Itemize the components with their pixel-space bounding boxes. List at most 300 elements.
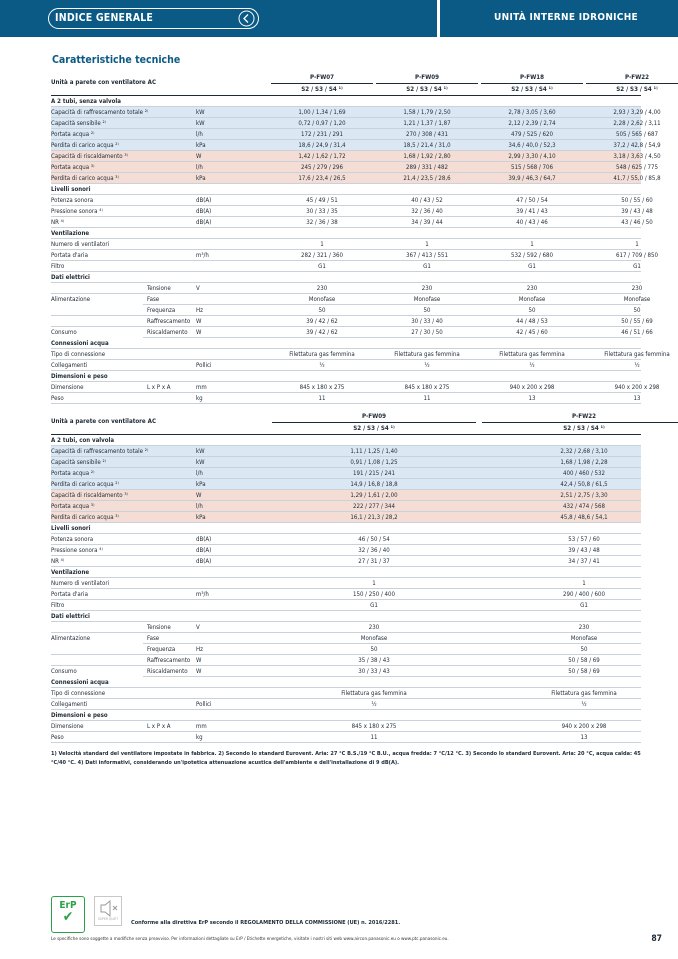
cell-value: 30 / 33 / 43: [358, 668, 390, 675]
cell-value: Filettatura gas femmina: [499, 351, 565, 358]
row-label: Portata d'aria: [51, 591, 88, 598]
cell-value: Filettatura gas femmina: [394, 351, 460, 358]
group-label: Ventilazione: [51, 230, 90, 237]
cell-value: 230: [368, 624, 380, 631]
cell-value: ½: [581, 701, 587, 708]
row-label: Numero di ventilatori: [51, 241, 110, 248]
table-row: [51, 140, 661, 151]
table-row: [51, 490, 641, 501]
cell-value: 39 / 42 / 62: [306, 329, 338, 336]
cell-value: 46 / 50 / 54: [358, 536, 390, 543]
cell-value: 1,58 / 1,79 / 2,50: [403, 109, 451, 116]
row-label: Perdita di carico acqua ²⁾: [51, 142, 119, 149]
cell-value: Monofase: [360, 635, 388, 642]
cell-value: 0,72 / 0,97 / 1,20: [298, 120, 346, 127]
cell-value: 1,68 / 1,98 / 2,28: [560, 459, 608, 466]
row-label: Portata acqua ²⁾: [51, 470, 95, 477]
table-row: [51, 644, 641, 655]
cell-value: 270 / 308 / 431: [405, 131, 449, 138]
table-row: [51, 688, 641, 699]
cell-value: 282 / 321 / 360: [300, 252, 344, 259]
cell-value: 845 x 180 x 275: [351, 723, 397, 730]
spec-table-2: [51, 411, 641, 743]
row-label: Capacità sensibile ²⁾: [51, 120, 107, 127]
group-label: Ventilazione: [51, 569, 90, 576]
row-label: NR ⁴⁾: [51, 219, 65, 226]
page-header: [0, 0, 678, 37]
cell-value: 39 / 43 / 48: [568, 547, 600, 554]
unit-label: dB(A): [196, 547, 212, 554]
cell-value: 1,29 / 1,61 / 2,00: [350, 492, 398, 499]
cell-value: 37,2 / 42,8 / 54,9: [613, 142, 661, 149]
cell-value: 230: [316, 285, 328, 292]
cell-value: G1: [370, 602, 378, 609]
section-title: Caratteristiche tecniche: [52, 54, 181, 66]
cell-value: 21,4 / 23,5 / 28,6: [403, 175, 451, 182]
table-row: [51, 239, 641, 250]
group-heading: [51, 338, 641, 349]
cell-value: 172 / 231 / 291: [300, 131, 344, 138]
table-row: [51, 162, 659, 173]
group-heading: [51, 272, 641, 283]
row-label: NR ⁴⁾: [51, 558, 65, 565]
table-row: [51, 382, 660, 393]
speed-label: S2 / S3 / S4 ¹⁾: [406, 86, 448, 93]
cell-value: 1,21 / 1,37 / 1,87: [403, 120, 451, 127]
cell-value: Monofase: [308, 296, 336, 303]
disclaimer-text: Le specifiche sono soggette a modifiche senza preavviso. Per informazioni dettagliate su ErP / Etichette energetiche, visitate i nostri siti web www.aircon.panasonic.eu o www.ptc.panasonic.eu.: [51, 937, 449, 942]
cell-value: G1: [580, 602, 588, 609]
group-label: Dati elettrici: [51, 274, 90, 281]
cell-value: 400 / 460 / 532: [562, 470, 606, 477]
cell-value: Monofase: [570, 635, 598, 642]
cell-value: 18,6 / 24,9 / 31,4: [298, 142, 346, 149]
row-label: Alimentazione: [51, 633, 143, 644]
unit-label: Pollici: [196, 701, 212, 708]
cell-value: 845 x 180 x 275: [404, 384, 450, 391]
footnotes: 1) Velocità standard del ventilatore impostate in fabbrica. 2) Secondo lo standard Eurovent. Aria: 27 °C B.S./19 °C B.U., acqua fredda: 7 °C/12 °C. 3) Secondo lo standard Eurovent. Aria: 20 °C, acqua calda: 45 °C/40 °C. 4) Dati informativi, considerando un'ipotetica attenuazione acustica dell'ambiente e dell'installazione di 9 dB(A).: [51, 751, 641, 766]
cell-value: 479 / 525 / 620: [510, 131, 554, 138]
table-row: [51, 283, 641, 294]
cell-value: 50 / 55 / 60: [621, 197, 653, 204]
cell-value: 41,7 / 55,0 / 85,8: [613, 175, 661, 182]
cell-value: 1,00 / 1,34 / 1,69: [298, 109, 346, 116]
cell-value: 940 x 200 x 298: [561, 723, 607, 730]
unit-label: kPa: [196, 514, 206, 521]
table-row: [51, 622, 641, 633]
unit-label: Pollici: [196, 362, 212, 369]
model-name: P-FW07: [310, 74, 334, 81]
table-row: [51, 250, 659, 261]
table-row: [51, 151, 661, 162]
cell-value: 245 / 279 / 296: [300, 164, 344, 171]
cell-value: 44 / 48 / 53: [516, 318, 548, 325]
cell-value: 34 / 39 / 44: [411, 219, 443, 226]
cell-value: 50 / 55 / 69: [621, 318, 653, 325]
cell-value: 13: [528, 395, 536, 402]
unit-label: dB(A): [196, 536, 212, 543]
erp-compliance-text: Conforme alla direttiva ErP secondo il REGOLAMENTO DELLA COMMISSIONE (UE) n. 2016/2281.: [131, 920, 401, 926]
group-heading: [51, 710, 641, 721]
row-label: Collegamenti: [51, 362, 88, 369]
cell-value: 50: [423, 307, 431, 314]
table-row: [51, 173, 661, 184]
row-label: Tipo di connessione: [51, 690, 106, 697]
sub-label: Tensione: [147, 624, 171, 631]
cell-value: 505 / 565 / 687: [615, 131, 659, 138]
cell-value: 1: [530, 241, 534, 248]
group-heading: [51, 228, 641, 239]
speaker-muted-icon: [94, 896, 122, 926]
sub-label: Fase: [147, 296, 160, 303]
model-name: P-FW18: [520, 74, 544, 81]
unit-label: mm: [196, 384, 207, 391]
row-label: Filtro: [51, 602, 65, 609]
cell-value: G1: [318, 263, 326, 270]
cell-value: 367 / 413 / 551: [405, 252, 449, 259]
cell-value: 34,6 / 40,0 / 52,3: [508, 142, 556, 149]
sub-label: L x P x A: [147, 384, 171, 391]
unit-label: mm: [196, 723, 207, 730]
cell-value: 40 / 43 / 52: [411, 197, 443, 204]
row-label: Potenza sonora: [51, 536, 94, 543]
table-row: [51, 479, 641, 490]
row-label: Portata acqua ³⁾: [51, 164, 95, 171]
cell-value: ½: [634, 362, 640, 369]
unit-label: l/h: [196, 503, 203, 510]
row-label: Collegamenti: [51, 701, 88, 708]
sub-label: Raffrescamento: [147, 318, 191, 325]
unit-label: W: [196, 329, 202, 336]
cell-value: 39,9 / 46,3 / 64,7: [508, 175, 556, 182]
group-label: Connessioni acqua: [51, 340, 109, 347]
cell-value: ½: [424, 362, 430, 369]
unit-label: kW: [196, 109, 205, 116]
chevron-left-icon: [238, 10, 255, 27]
group-heading: [51, 96, 641, 107]
cell-value: 1: [582, 580, 586, 587]
table-row: [51, 721, 641, 732]
row-label: Potenza sonora: [51, 197, 94, 204]
cell-value: G1: [423, 263, 431, 270]
cell-value: Filettatura gas femmina: [289, 351, 355, 358]
group-label: Dimensioni e peso: [51, 712, 108, 719]
row-label: Portata acqua ²⁾: [51, 131, 95, 138]
table-row: [51, 468, 641, 479]
cell-value: 191 / 215 / 241: [352, 470, 396, 477]
cell-value: 2,32 / 2,68 / 3,10: [560, 448, 608, 455]
cell-value: Monofase: [518, 296, 546, 303]
cell-value: 42,4 / 50,8 / 61,5: [560, 481, 608, 488]
unit-label: m³/h: [196, 591, 209, 598]
table-row: [51, 589, 641, 600]
row-label: Capacità di riscaldamento ³⁾: [51, 492, 128, 499]
cell-value: 13: [580, 734, 588, 741]
table-row: [51, 195, 653, 206]
cell-value: 34 / 37 / 41: [568, 558, 600, 565]
table-row: [51, 261, 641, 272]
cell-value: 230: [578, 624, 590, 631]
cell-value: 42 / 45 / 60: [516, 329, 548, 336]
group-heading: [51, 523, 641, 534]
unit-label: kW: [196, 448, 205, 455]
row-label: Consumo: [51, 666, 143, 677]
speed-label: S2 / S3 / S4 ¹⁾: [353, 425, 395, 432]
cell-value: 50 / 58 / 69: [568, 657, 600, 664]
cell-value: 1: [425, 241, 429, 248]
table-row: [51, 732, 641, 743]
cell-value: 515 / 568 / 706: [510, 164, 554, 171]
unit-label: W: [196, 492, 202, 499]
unit-label: kW: [196, 459, 205, 466]
cell-value: 50: [580, 646, 588, 653]
row-label: Peso: [51, 395, 64, 402]
model-name: P-FW22: [625, 74, 649, 81]
group-label: Livelli sonori: [51, 186, 91, 193]
unit-label: V: [196, 285, 200, 292]
cell-value: 230: [421, 285, 433, 292]
table-caption: Unità a parete con ventilatore AC: [51, 418, 157, 425]
cell-value: G1: [528, 263, 536, 270]
group-label: Connessioni acqua: [51, 679, 109, 686]
cell-value: 548 / 625 / 775: [615, 164, 659, 171]
index-button[interactable]: [48, 8, 259, 29]
group-heading: [51, 567, 641, 578]
cell-value: 1,42 / 1,62 / 1,72: [298, 153, 346, 160]
unit-label: dB(A): [196, 208, 212, 215]
cell-value: 11: [318, 395, 326, 402]
cell-value: 1: [320, 241, 324, 248]
cell-value: 0,91 / 1,08 / 1,25: [350, 459, 398, 466]
cell-value: 50 / 58 / 69: [568, 668, 600, 675]
unit-label: kW: [196, 120, 205, 127]
cell-value: 2,78 / 3,05 / 3,60: [508, 109, 556, 116]
cell-value: 2,51 / 2,75 / 3,30: [560, 492, 608, 499]
cell-value: 230: [631, 285, 643, 292]
cell-value: 3,18 / 3,63 / 4,50: [613, 153, 661, 160]
row-label: Portata acqua ³⁾: [51, 503, 95, 510]
cell-value: 18,5 / 21,4 / 31,0: [403, 142, 451, 149]
erp-badge: [51, 896, 85, 933]
unit-label: kPa: [196, 142, 206, 149]
cell-value: 39 / 43 / 48: [621, 208, 653, 215]
table-row: [51, 446, 641, 457]
row-label: Alimentazione: [51, 294, 143, 305]
table-row: [51, 393, 641, 404]
unit-label: Hz: [196, 646, 204, 653]
erp-label: ErP: [59, 900, 77, 911]
cell-value: 150 / 250 / 400: [352, 591, 396, 598]
cell-value: 40 / 43 / 46: [516, 219, 548, 226]
unit-label: V: [196, 624, 200, 631]
cell-value: Filettatura gas femmina: [604, 351, 670, 358]
cell-value: 27 / 30 / 50: [411, 329, 443, 336]
page-number: 87: [651, 934, 662, 944]
cell-value: 30 / 33 / 40: [411, 318, 443, 325]
cell-value: ½: [529, 362, 535, 369]
cell-value: 432 / 474 / 568: [562, 503, 606, 510]
cell-value: 14,9 / 16,8 / 18,8: [350, 481, 398, 488]
unit-label: kPa: [196, 481, 206, 488]
table-caption: Unità a parete con ventilatore AC: [51, 79, 157, 86]
unit-label: m³/h: [196, 252, 209, 259]
table-row: [51, 655, 641, 666]
cell-value: 289 / 331 / 482: [405, 164, 449, 171]
unit-label: dB(A): [196, 219, 212, 226]
check-icon: ✔: [62, 909, 74, 925]
speed-label: S2 / S3 / S4 ¹⁾: [301, 86, 343, 93]
group-heading: [51, 371, 641, 382]
group-heading: [51, 184, 641, 195]
table-row: [51, 534, 641, 545]
table-row: [51, 206, 653, 217]
sub-label: L x P x A: [147, 723, 171, 730]
table-row: [51, 129, 659, 140]
unit-label: dB(A): [196, 197, 212, 204]
group-label: Dati elettrici: [51, 613, 90, 620]
unit-label: kg: [196, 395, 203, 402]
cell-value: 32 / 36 / 38: [306, 219, 338, 226]
table-row: [51, 512, 641, 523]
cell-value: 2,93 / 3,29 / 4,00: [613, 109, 661, 116]
table-row: [51, 578, 641, 589]
unit-label: W: [196, 318, 202, 325]
cell-value: 39 / 41 / 43: [516, 208, 548, 215]
cell-value: 32 / 36 / 40: [411, 208, 443, 215]
cell-value: 53 / 57 / 60: [568, 536, 600, 543]
table-row: [51, 349, 670, 360]
cell-value: 11: [423, 395, 431, 402]
row-label: Capacità di riscaldamento ³⁾: [51, 153, 128, 160]
section-header-title: UNITÀ INTERNE IDRONICHE: [494, 12, 638, 23]
group-label: A 2 tubi, senza valvola: [51, 98, 121, 105]
cell-value: Monofase: [623, 296, 651, 303]
unit-label: Hz: [196, 307, 204, 314]
cell-value: 50: [318, 307, 326, 314]
cell-value: 290 / 400 / 600: [562, 591, 606, 598]
table-row: [51, 457, 641, 468]
table-row: [51, 118, 661, 129]
sub-label: Raffrescamento: [147, 657, 191, 664]
cell-value: 32 / 36 / 40: [358, 547, 390, 554]
cell-value: 11: [370, 734, 378, 741]
row-label: Dimensione: [51, 384, 84, 391]
cell-value: 940 x 200 x 298: [614, 384, 660, 391]
group-label: A 2 tubi, con valvola: [51, 437, 115, 444]
table-row: [51, 316, 653, 327]
table-row: [51, 107, 661, 118]
cell-value: 27 / 31 / 37: [358, 558, 390, 565]
group-heading: [51, 435, 641, 446]
cell-value: 50: [528, 307, 536, 314]
unit-label: W: [196, 668, 202, 675]
unit-label: W: [196, 657, 202, 664]
cell-value: 2,12 / 2,39 / 2,74: [508, 120, 556, 127]
cell-value: 50: [370, 646, 378, 653]
cell-value: 1: [372, 580, 376, 587]
cell-value: 47 / 50 / 54: [516, 197, 548, 204]
table-row: [51, 556, 641, 567]
cell-value: G1: [633, 263, 641, 270]
index-button-label: INDICE GENERALE: [55, 12, 154, 24]
sub-label: Frequenza: [147, 646, 176, 653]
row-label: Capacità sensibile ²⁾: [51, 459, 107, 466]
sub-label: Tensione: [147, 285, 171, 292]
cell-value: Filettatura gas femmina: [551, 690, 617, 697]
cell-value: 845 x 180 x 275: [299, 384, 345, 391]
table-row: [51, 699, 641, 710]
speed-label: S2 / S3 / S4 ¹⁾: [616, 86, 658, 93]
table-row: [51, 545, 641, 556]
unit-label: W: [196, 153, 202, 160]
cell-value: 1: [635, 241, 639, 248]
cell-value: Filettatura gas femmina: [341, 690, 407, 697]
row-label: Numero di ventilatori: [51, 580, 110, 587]
cell-value: 532 / 592 / 680: [510, 252, 554, 259]
cell-value: 1,11 / 1,25 / 1,40: [350, 448, 398, 455]
cell-value: 940 x 200 x 298: [509, 384, 555, 391]
cell-value: 2,99 / 3,30 / 4,10: [508, 153, 556, 160]
row-label: Pressione sonora ⁴⁾: [51, 208, 103, 215]
row-label: Tipo di connessione: [51, 351, 106, 358]
group-heading: [51, 611, 641, 622]
unit-label: kg: [196, 734, 203, 741]
speed-label: S2 / S3 / S4 ¹⁾: [563, 425, 605, 432]
cell-value: 45,8 / 48,6 / 54,1: [560, 514, 608, 521]
cell-value: 30 / 33 / 35: [306, 208, 338, 215]
cell-value: 35 / 38 / 43: [358, 657, 390, 664]
cell-value: ½: [371, 701, 377, 708]
cell-value: 50: [633, 307, 641, 314]
unit-label: dB(A): [196, 558, 212, 565]
cell-value: ½: [319, 362, 325, 369]
table-row: [51, 600, 641, 611]
unit-label: l/h: [196, 164, 203, 171]
row-label: Portata d'aria: [51, 252, 88, 259]
row-label: Filtro: [51, 263, 65, 270]
cell-value: 13: [633, 395, 641, 402]
model-name: P-FW09: [362, 413, 386, 420]
speed-label: S2 / S3 / S4 ¹⁾: [511, 86, 553, 93]
group-heading: [51, 677, 641, 688]
table-row: [51, 217, 653, 228]
sub-label: Riscaldamento: [147, 668, 188, 675]
cell-value: 17,6 / 23,4 / 26,5: [298, 175, 346, 182]
sub-label: Fase: [147, 635, 160, 642]
row-label: Perdita di carico acqua ³⁾: [51, 514, 119, 521]
cell-value: 45 / 49 / 51: [306, 197, 338, 204]
cell-value: 222 / 277 / 344: [352, 503, 396, 510]
row-label: Perdita di carico acqua ³⁾: [51, 175, 119, 182]
group-label: Livelli sonori: [51, 525, 91, 532]
cell-value: 39 / 42 / 62: [306, 318, 338, 325]
cell-value: 43 / 46 / 50: [621, 219, 653, 226]
unit-label: l/h: [196, 131, 203, 138]
table-row: [51, 501, 641, 512]
cell-value: Monofase: [413, 296, 441, 303]
unit-label: kPa: [196, 175, 206, 182]
unit-label: l/h: [196, 470, 203, 477]
speaker-label: SUPER QUIET: [97, 917, 119, 921]
table-row: [51, 360, 641, 371]
table-row: [51, 305, 641, 316]
model-name: P-FW09: [415, 74, 439, 81]
model-name: P-FW22: [572, 413, 596, 420]
cell-value: 230: [526, 285, 538, 292]
sub-label: Riscaldamento: [147, 329, 188, 336]
spec-table-1: [51, 72, 670, 404]
group-label: Dimensioni e peso: [51, 373, 108, 380]
